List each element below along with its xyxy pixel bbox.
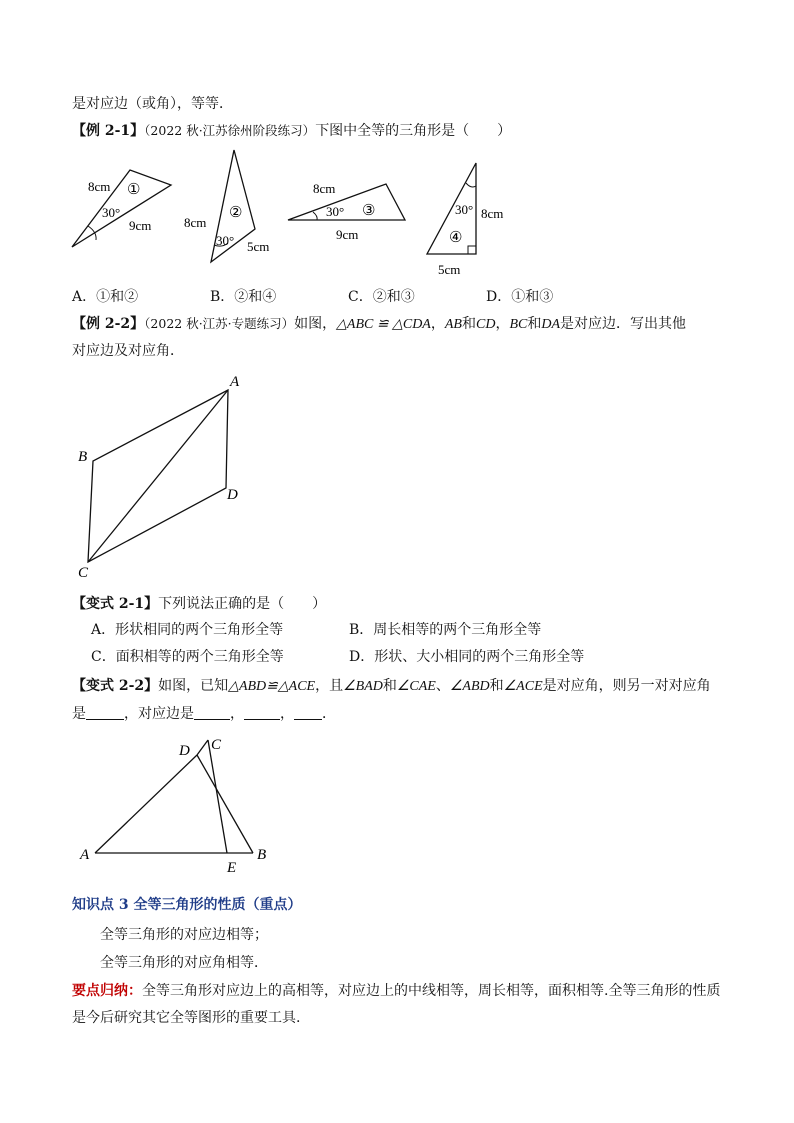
tri1-number: ① bbox=[127, 182, 141, 198]
point-a-label: A bbox=[80, 847, 90, 863]
question-text: 和 bbox=[489, 678, 504, 694]
tri1-side-label: 9cm bbox=[129, 218, 152, 233]
point-d-label: D bbox=[227, 487, 238, 503]
option-a: A．①和② bbox=[72, 289, 139, 305]
point-d-label: D bbox=[179, 743, 190, 759]
example-2-2-line2: 对应边及对应角． bbox=[72, 343, 184, 359]
tri4-number: ④ bbox=[449, 230, 463, 246]
tri3-side-label: 8cm bbox=[313, 181, 336, 196]
tri1-side-label: 8cm bbox=[88, 179, 111, 194]
point-c-label: C bbox=[211, 737, 222, 753]
tri2-side-label: 8cm bbox=[184, 215, 207, 230]
segment-label: AB bbox=[444, 317, 462, 332]
example-tag: 【例 2-1】 bbox=[72, 123, 145, 139]
angle-label: ∠CAE bbox=[396, 679, 436, 694]
point-b-label: B bbox=[78, 449, 88, 465]
question-text: 是对应角，则另一对对应角 bbox=[542, 678, 711, 694]
keynote-text: 全等三角形对应边上的高相等，对应边上的中线相等，周长相等，面积相等.全等三角形的性质 bbox=[142, 983, 721, 999]
angle-label: ∠ABD bbox=[449, 679, 490, 694]
segment-label: CD bbox=[475, 317, 496, 332]
question-text: ，且 bbox=[315, 678, 344, 694]
keynote-label: 要点归纳： bbox=[72, 983, 142, 999]
keynote-line1 bbox=[72, 981, 720, 1001]
tri3-side-label: 9cm bbox=[336, 227, 359, 242]
tri2-side-label: 5cm bbox=[247, 239, 270, 254]
angle-label: ∠BAD bbox=[343, 679, 383, 694]
point-b-label: B bbox=[257, 847, 267, 863]
tri4-angle-label: 30° bbox=[455, 202, 474, 217]
variant-question-text: 下列说法正确的是（ ） bbox=[158, 596, 327, 612]
question-text: 和 bbox=[382, 678, 397, 694]
tri2-number: ② bbox=[229, 205, 243, 221]
property-2: 全等三角形的对应角相等． bbox=[100, 955, 268, 971]
tri2-angle-label: 30° bbox=[216, 233, 235, 248]
variant-tag: 【变式 2-1】 bbox=[72, 596, 159, 612]
option-d: D．①和③ bbox=[486, 289, 554, 305]
intro-line: 是对应边（或角），等等． bbox=[72, 96, 233, 112]
question-text: 如图， bbox=[294, 316, 337, 332]
congruence-statement: △ABC ≌ △CDA bbox=[336, 317, 431, 332]
option-c: C．②和③ bbox=[348, 289, 415, 305]
keynote-line2: 是今后研究其它全等图形的重要工具. bbox=[72, 1010, 301, 1026]
question-text: ． bbox=[322, 706, 336, 722]
variant-option-b: B．周长相等的两个三角形全等 bbox=[349, 622, 542, 638]
question-text: ， bbox=[430, 316, 445, 332]
question-text: 是 bbox=[72, 706, 86, 722]
property-1: 全等三角形的对应边相等； bbox=[100, 927, 268, 943]
variant-option-a: A．形状相同的两个三角形全等 bbox=[91, 622, 284, 638]
question-text: ， bbox=[280, 706, 294, 722]
variant-option-c: C．面积相等的两个三角形全等 bbox=[91, 649, 284, 665]
tri4-side-label: 8cm bbox=[481, 206, 504, 221]
question-text: ， bbox=[495, 316, 510, 332]
segment-label: BC bbox=[509, 317, 528, 332]
tri3-angle-label: 30° bbox=[326, 204, 345, 219]
question-text: 、 bbox=[435, 678, 450, 694]
question-text: 如图，已知 bbox=[158, 678, 229, 694]
question-text: 是对应边．写出其他 bbox=[560, 316, 686, 332]
option-b: B．②和④ bbox=[210, 289, 277, 305]
question-text: 和 bbox=[461, 316, 476, 332]
section-heading: 知识点 3 全等三角形的性质（重点） bbox=[72, 897, 302, 913]
tri3-number: ③ bbox=[362, 203, 376, 219]
segment-label: DA bbox=[541, 317, 560, 332]
angle-label: ∠ACE bbox=[503, 679, 543, 694]
tri1-angle-label: 30° bbox=[102, 205, 121, 220]
point-e-label: E bbox=[227, 860, 237, 876]
tri4-side-label: 5cm bbox=[438, 262, 461, 277]
variant-tag: 【变式 2-2】 bbox=[72, 678, 159, 694]
example-source: （2022 秋·江苏·专题练习） bbox=[144, 316, 295, 331]
question-text: 和 bbox=[527, 316, 542, 332]
question-text: ， bbox=[230, 706, 244, 722]
point-c-label: C bbox=[78, 565, 89, 581]
point-a-label: A bbox=[230, 374, 240, 390]
example-source: （2022 秋·江苏徐州阶段练习） bbox=[144, 123, 316, 138]
question-text: ，对应边是 bbox=[124, 706, 194, 722]
example-tag: 【例 2-2】 bbox=[72, 316, 145, 332]
example-question-text: 下图中全等的三角形是（ ） bbox=[315, 123, 512, 139]
variant-option-d: D．形状、大小相同的两个三角形全等 bbox=[349, 649, 585, 665]
congruence-statement: △ABD≌△ACE bbox=[228, 679, 316, 694]
